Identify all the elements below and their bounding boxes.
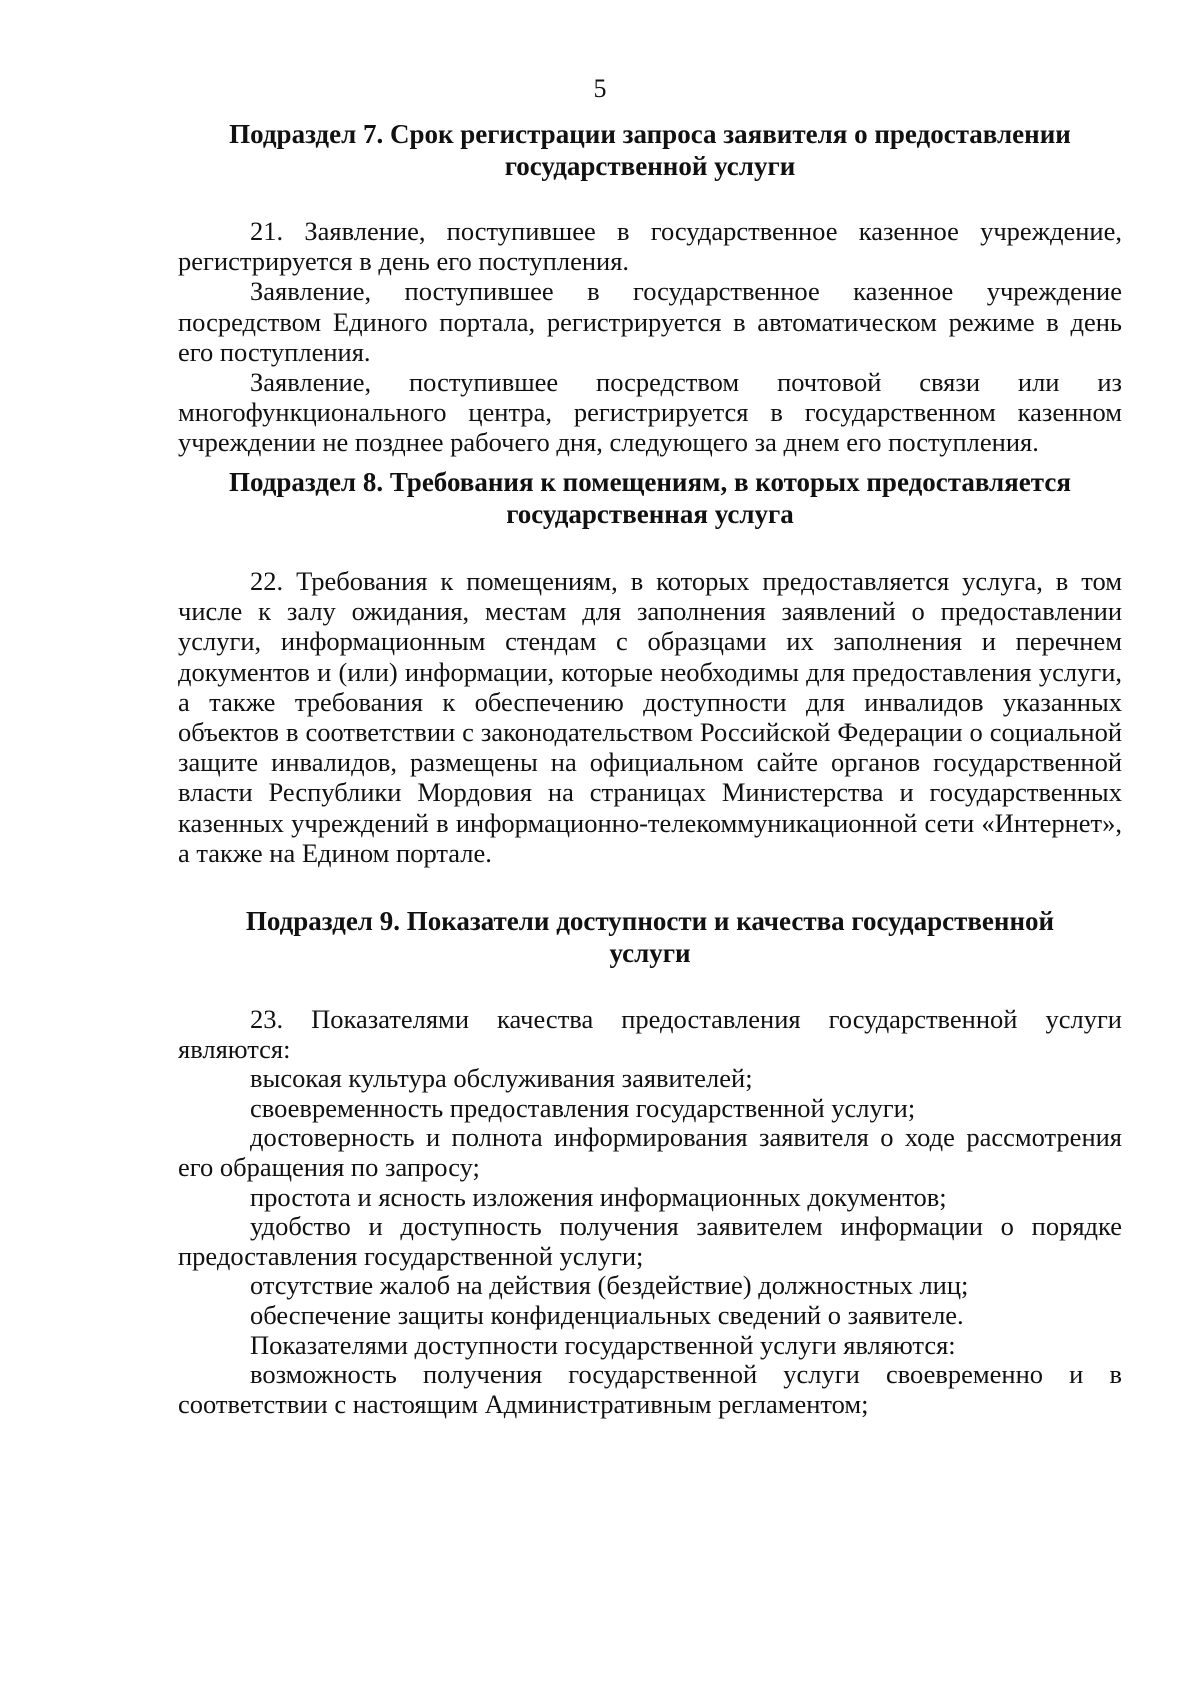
paragraph-23: 23. Показателями качества предоставления государственной услуги являются: (178, 1004, 1122, 1064)
list-item-quality-2: своевременность предоставления государственной услуги; (250, 1092, 916, 1123)
list-item-quality-1: высокая культура обслуживания заявителей; (250, 1063, 753, 1094)
section-8 (178, 466, 1122, 868)
section-8-heading (178, 466, 1122, 530)
paragraph-21: 21. Заявление, поступившее в государственное казенное учреждение, регистрируется в день его поступления. (178, 216, 1122, 277)
paragraph-postal-registration: Заявление, поступившее посредством почтовой связи или из многофункционального центра, регистрируется в государственном казенном учреждении не позднее рабочего дня, следующего за днем его поступления. (178, 367, 1122, 458)
paragraph-22: 22. Требования к помещениям, в которых предоставляется услуга, в том числе к залу ожидания, местам для заполнения заявлений о предоставлении услуги, информационным стендам с образцами их заполнения и перечнем документов и (или) информации, которые необходимы для предоставления услуги, а также требования к обеспечению доступности для инвалидов указанных объектов в соответствии с законодательством Российской Федерации о социальной защите инвалидов, размещены на официальном сайте органов государственной власти Республики Мордовия на страницах Министерства и государственных казенных учреждений в информационно-телекоммуникационной сети «Интернет», а также на Едином портале. (178, 566, 1122, 868)
section-9-heading-line1: Подраздел 9. Показатели доступности и качества государственной (245, 906, 1055, 936)
section-7 (178, 118, 1122, 458)
paragraph-portal-registration: Заявление, поступившее в государственное казенное учреждение посредством Единого портала, регистрируется в автоматическом режиме в день его поступления. (178, 276, 1122, 367)
section-9 (178, 905, 1122, 1419)
page-number: 5 (593, 74, 607, 103)
section-7-heading (178, 118, 1122, 182)
section-7-heading-line1: Подраздел 7. Срок регистрации запроса заявителя о предоставлении (229, 119, 1071, 149)
section-8-heading-line1: Подраздел 8. Требования к помещениям, в которых предоставляется (229, 467, 1071, 497)
section-8-heading-line2: государственная услуга (506, 499, 794, 529)
section-7-heading-line2: государственной услуги (504, 151, 796, 181)
paragraph-accessibility-intro: Показателями доступности государственной услуги являются: (250, 1329, 956, 1360)
list-item-quality-7: обеспечение защиты конфиденциальных сведений о заявителе. (250, 1299, 964, 1330)
list-item-quality-3: достоверность и полнота информирования заявителя о ходе рассмотрения его обращения по запросу; (178, 1122, 1122, 1182)
list-item-quality-5: удобство и доступность получения заявителем информации о порядке предоставления государственной услуги; (178, 1211, 1122, 1271)
list-item-accessibility-1: возможность получения государственной услуги своевременно и в соответствии с настоящим Административным регламентом; (178, 1359, 1122, 1419)
list-item-quality-6: отсутствие жалоб на действия (бездействие) должностных лиц; (250, 1270, 969, 1301)
section-9-heading-line2: услуги (609, 938, 691, 968)
list-item-quality-4: простота и ясность изложения информационных документов; (250, 1181, 947, 1212)
section-9-heading (178, 905, 1122, 969)
